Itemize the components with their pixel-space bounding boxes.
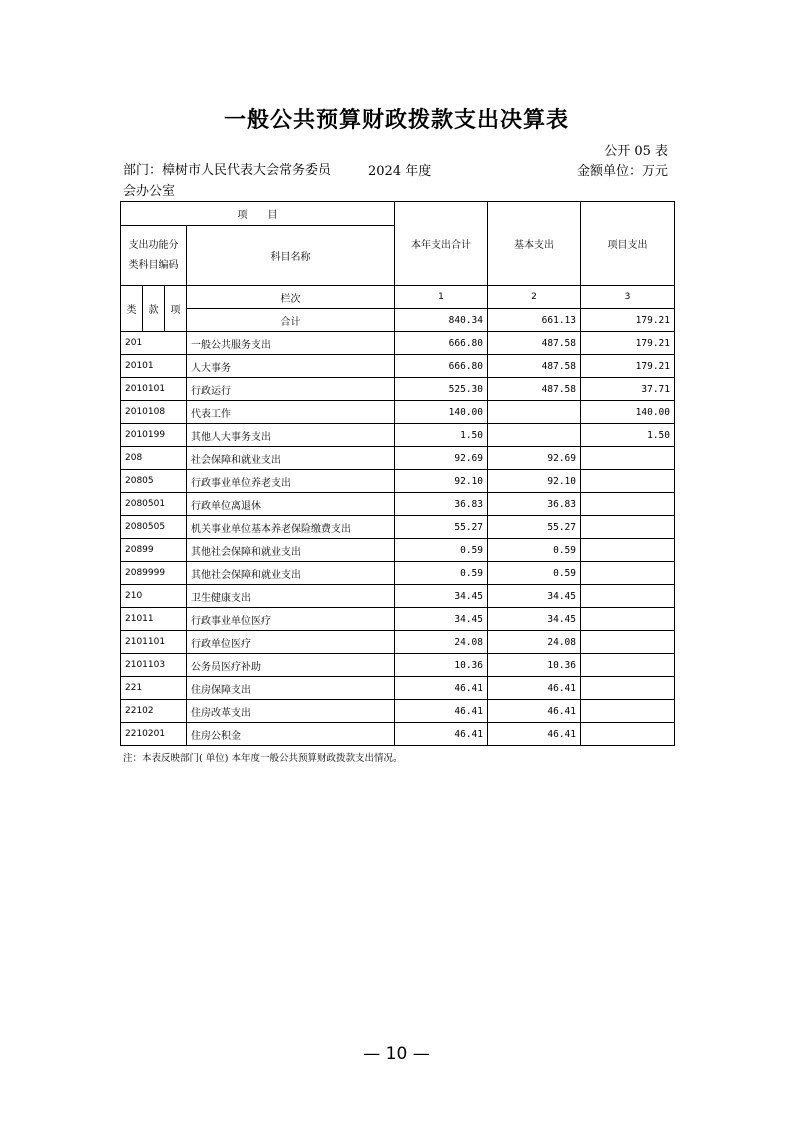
row-subject-name: 公务员医疗补助 [187,654,395,677]
row-proj: 140.00 [581,401,675,424]
table-row [121,585,675,608]
row-total: 24.08 [395,631,488,654]
amount-unit: 金额单位：万元 [576,164,668,179]
row-proj [581,516,675,539]
header-project: 项 目 [121,202,395,226]
table-row [121,332,675,355]
header-basic: 基本支出 [488,202,581,286]
table-row [121,516,675,539]
header-kuan: 款 [143,286,165,332]
row-total: 10.36 [395,654,488,677]
row-basic: 487.58 [488,355,581,378]
row-total: 46.41 [395,700,488,723]
row-code: 2080501 [121,493,187,516]
row-code: 2101103 [121,654,187,677]
column-index-2: 2 [488,286,581,309]
row-proj [581,585,675,608]
row-basic: 34.45 [488,608,581,631]
row-code: 2080505 [121,516,187,539]
row-code: 2010199 [121,424,187,447]
row-basic: 92.69 [488,447,581,470]
row-total: 140.00 [395,401,488,424]
form-number: 公开 05 表 [604,144,668,159]
row-subject-name: 住房改革支出 [187,700,395,723]
row-subject-name: 一般公共服务支出 [187,332,395,355]
row-basic: 46.41 [488,700,581,723]
row-code: 20805 [121,470,187,493]
row-proj [581,470,675,493]
row-subject-name: 社会保障和就业支出 [187,447,395,470]
page-number: — 10 — [363,1044,430,1064]
row-basic [488,424,581,447]
table-row [121,700,675,723]
row-proj [581,447,675,470]
row-code: 221 [121,677,187,700]
document-title: 一般公共预算财政拨款支出决算表 [223,108,569,133]
row-total: 0.59 [395,562,488,585]
table-row [121,723,675,746]
row-proj [581,631,675,654]
row-proj: 179.21 [581,355,675,378]
row-subject-name: 其他人大事务支出 [187,424,395,447]
row-subject-name: 行政事业单位养老支出 [187,470,395,493]
table-row [121,447,675,470]
row-total: 55.27 [395,516,488,539]
row-subject-name: 其他社会保障和就业支出 [187,539,395,562]
table-row [121,493,675,516]
column-index-label: 栏次 [187,286,395,309]
header-proj: 项目支出 [581,202,675,286]
row-code: 210 [121,585,187,608]
row-proj [581,608,675,631]
table-row [121,608,675,631]
row-basic: 24.08 [488,631,581,654]
row-basic: 36.83 [488,493,581,516]
row-total: 92.69 [395,447,488,470]
row-code: 208 [121,447,187,470]
row-code: 2210201 [121,723,187,746]
row-total: 46.41 [395,723,488,746]
row-proj [581,493,675,516]
table-row [121,562,675,585]
summary-basic: 661.13 [488,309,581,332]
table-row [121,401,675,424]
row-proj: 1.50 [581,424,675,447]
row-code: 2101101 [121,631,187,654]
column-index-1: 1 [395,286,488,309]
row-code: 20101 [121,355,187,378]
row-total: 36.83 [395,493,488,516]
summary-row [121,309,675,332]
row-basic: 55.27 [488,516,581,539]
row-code: 201 [121,332,187,355]
row-total: 92.10 [395,470,488,493]
summary-label: 合计 [187,309,395,332]
table-row [121,677,675,700]
header-func-code: 支出功能分类科目编码 [121,226,187,286]
row-proj: 37.71 [581,378,675,401]
table-row [121,424,675,447]
row-basic: 487.58 [488,332,581,355]
summary-proj: 179.21 [581,309,675,332]
row-subject-name: 卫生健康支出 [187,585,395,608]
row-basic: 92.10 [488,470,581,493]
row-code: 22102 [121,700,187,723]
row-code: 21011 [121,608,187,631]
table-row [121,470,675,493]
row-total: 666.80 [395,332,488,355]
row-basic: 46.41 [488,723,581,746]
column-index-3: 3 [581,286,675,309]
row-basic: 34.45 [488,585,581,608]
department-label: 部门：樟树市人民代表大会常务委员会办公室 [123,163,332,199]
row-proj [581,723,675,746]
row-subject-name: 行政运行 [187,378,395,401]
row-code: 2010108 [121,401,187,424]
row-subject-name: 行政单位离退休 [187,493,395,516]
row-basic: 10.36 [488,654,581,677]
row-total: 34.45 [395,608,488,631]
row-basic: 0.59 [488,539,581,562]
row-subject-name: 机关事业单位基本养老保险缴费支出 [187,516,395,539]
header-xiang: 项 [165,286,187,332]
row-subject-name: 其他社会保障和就业支出 [187,562,395,585]
table-note: 注：本表反映部门( 单位) 本年度一般公共预算财政拨款支出情况。 [123,753,403,764]
row-basic: 487.58 [488,378,581,401]
row-total: 525.30 [395,378,488,401]
table-row [121,378,675,401]
row-total: 34.45 [395,585,488,608]
row-subject-name: 行政事业单位医疗 [187,608,395,631]
fiscal-year: 2024 年度 [368,164,432,179]
row-proj [581,677,675,700]
table-row [121,539,675,562]
row-total: 666.80 [395,355,488,378]
row-basic: 46.41 [488,677,581,700]
header-total: 本年支出合计 [395,202,488,286]
header-lei: 类 [121,286,143,332]
row-total: 0.59 [395,539,488,562]
row-code: 2010101 [121,378,187,401]
row-proj [581,539,675,562]
table-row [121,355,675,378]
row-subject-name: 代表工作 [187,401,395,424]
row-proj [581,654,675,677]
row-proj: 179.21 [581,332,675,355]
row-code: 2089999 [121,562,187,585]
row-subject-name: 人大事务 [187,355,395,378]
row-subject-name: 行政单位医疗 [187,631,395,654]
row-basic: 0.59 [488,562,581,585]
row-subject-name: 住房公积金 [187,723,395,746]
row-basic [488,401,581,424]
expenditure-table [120,201,675,746]
row-subject-name: 住房保障支出 [187,677,395,700]
row-total: 1.50 [395,424,488,447]
row-total: 46.41 [395,677,488,700]
row-proj [581,562,675,585]
summary-total: 840.34 [395,309,488,332]
table-row [121,631,675,654]
row-proj [581,700,675,723]
table-row [121,654,675,677]
header-subject-name: 科目名称 [187,226,395,286]
row-code: 20899 [121,539,187,562]
